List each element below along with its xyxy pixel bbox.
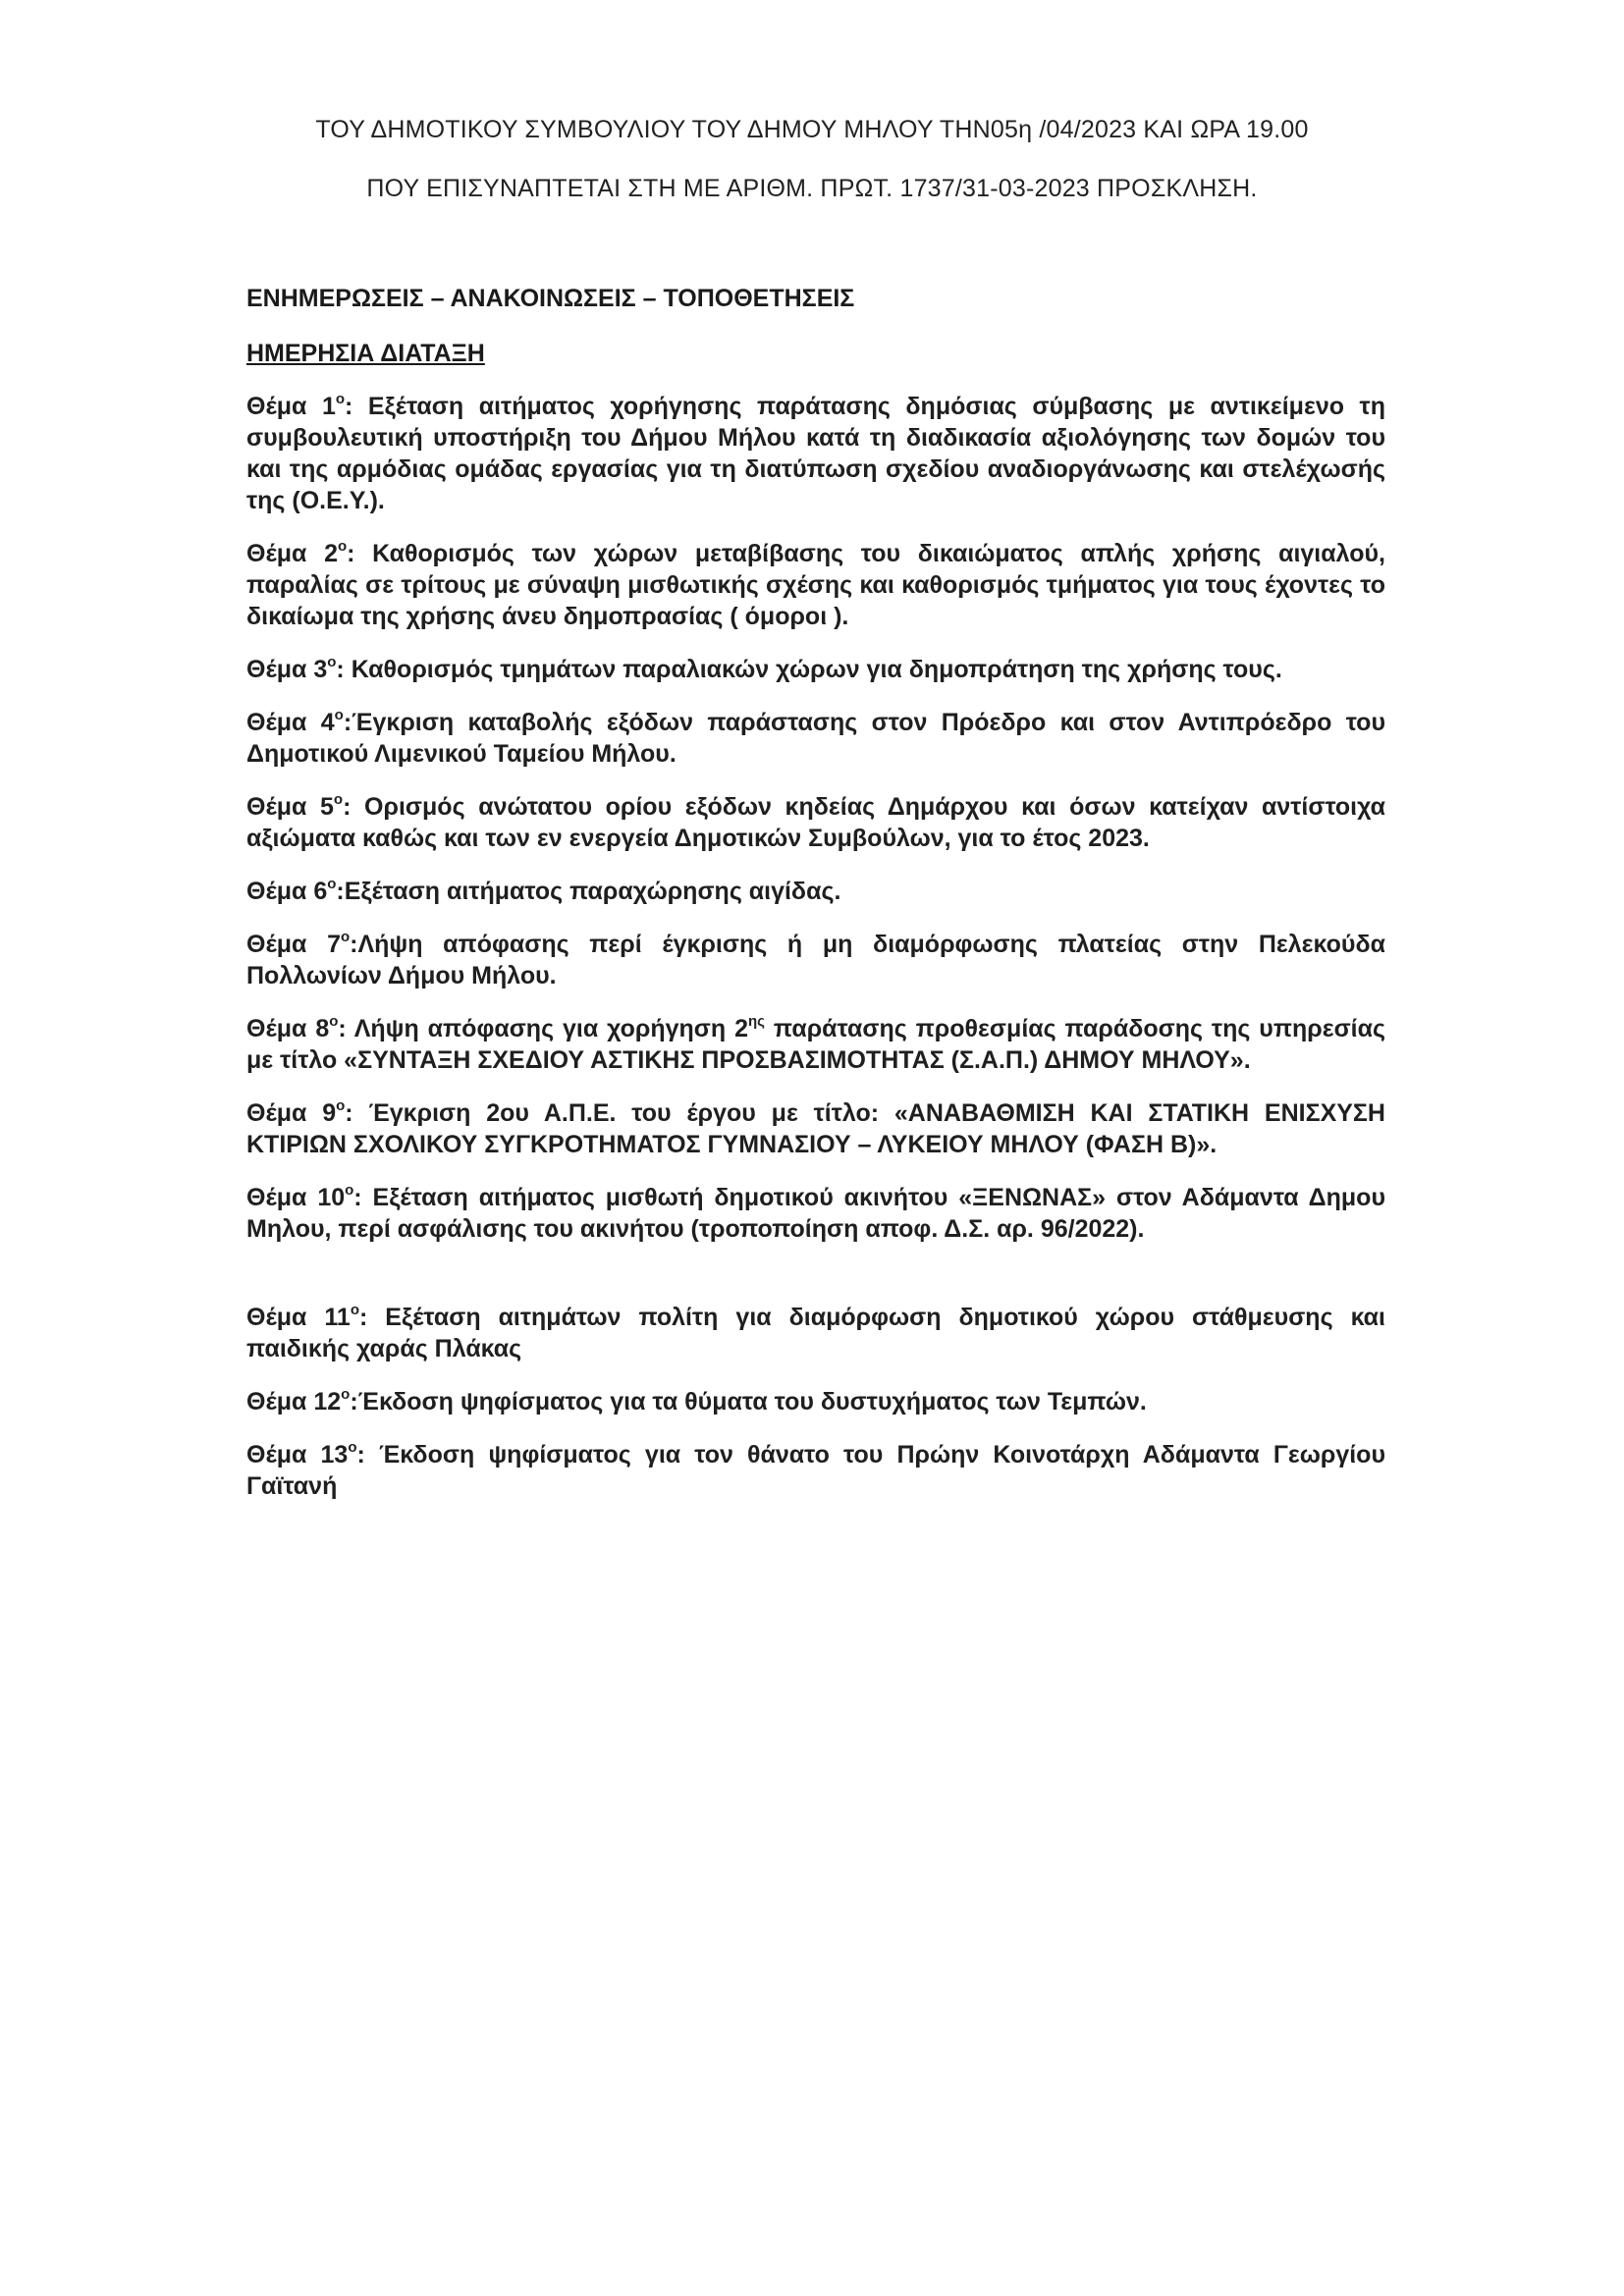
agenda-item-8: Θέμα $8^o$: Λήψη απόφασης για χορήγηση $2^{\eta\varsigma}$ παράτασης προθεσμίας παράδοσης της υπηρεσίας με τίτλο «ΣΥΝΤΑΞΗ ΣΧΕΔΙΟΥ ΑΣΤΙΚΗΣ ΠΡΟΣΒΑΣΙΜΟΤΗΤΑΣ (Σ.Α.Π.) ΔΗΜΟΥ ΜΗΛΟΥ».	[246, 1012, 1385, 1074]
header-line-2: ΠΟΥ ΕΠΙΣΥΝΑΠΤΕΤΑΙ ΣΤΗ ΜΕ ΑΡΙΘΜ. ΠΡΩΤ. 1737/31-03-2023 ΠΡΟΣΚΛΗΣΗ.	[366, 175, 1258, 202]
header-line-1: ΤΟΥ ΔΗΜΟΤΙΚΟΥ ΣΥΜΒΟΥΛΙΟΥ ΤΟΥ ΔΗΜΟΥ ΜΗΛΟΥ ΤΗΝ05η /04/2023 ΚΑΙ ΩΡΑ 19.00	[315, 116, 1309, 143]
agenda-item-11: Θέμα $11^o$: Εξέταση αιτημάτων πολίτη για διαμόρφωση δημοτικού χώρου στάθμευσης και παιδικής χαράς Πλάκας	[246, 1301, 1385, 1362]
agenda-item-9: Θέμα $9^o$: Έγκριση 2ου Α.Π.Ε. του έργου με τίτλο: «ΑΝΑΒΑΘΜΙΣΗ ΚΑΙ ΣΤΑΤΙΚΗ ΕΝΙΣΧΥΣΗ ΚΤΙΡΙΩΝ ΣΧΟΛΙΚΟΥ ΣΥΓΚΡΟΤΗΜΑΤΟΣ ΓΥΜΝΑΣΙΟΥ – ΛΥΚΕΙΟΥ ΜΗΛΟΥ (ΦΑΣΗ Β)».	[246, 1096, 1385, 1158]
agenda-title: ΗΜΕΡΗΣΙΑ ΔΙΑΤΑΞΗ	[246, 340, 485, 367]
agenda-item-7: Θέμα $7^o:\Lambda ή\psi\eta$ απόφασης περί έγκρισης ή μη διαμόρφωσης πλατείας στην Πελεκούδα Πολλωνίων Δήμου Μήλου.	[246, 928, 1386, 989]
agenda-item-3: Θέμα $3^o$: Καθορισμός τμημάτων παραλιακών χώρων για δημοπράτηση της χρήσης τους.	[246, 653, 1282, 683]
agenda-item-5: Θέμα $5^o$: Ορισμός ανώτατου ορίου εξόδων κηδείας Δημάρχου και όσων κατείχαν αντίστοιχα αξιώματα καθώς και των εν ενεργεία Δημοτικών Συμβούλων, για το έτος 2023.	[246, 790, 1385, 852]
agenda-item-1: Θέμα $1^o$: Εξέταση αιτήματος χορήγησης παράτασης δημόσιας σύμβασης με αντικείμενο τη συμβουλευτική υποστήριξη του Δήμου Μήλου κατά τη διαδικασία αξιολόγησης των δομών του και της αρμόδιας ομάδας εργασίας για τη διατύπωση σχεδίου αναδιοργάνωσης και στελέχωσής της (Ο.Ε.Υ.).	[246, 390, 1385, 514]
agenda-item-6: Θέμα $6^o:E\xi έ\tau\alpha\sigma\eta$ αιτήματος παραχώρησης αιγίδας.	[246, 875, 841, 905]
document-body	[246, 283, 1385, 1523]
agenda-item-12: Θέμα $12^o:Έ\kappa\delta o\sigma\eta$ ψηφίσματος για τα θύματα του δυστυχήματος των Τεμπών.	[246, 1385, 1147, 1415]
agenda-item-2: Θέμα $2^o$: Καθορισμός των χώρων μεταβίβασης του δικαιώματος απλής χρήσης αιγιαλού, παραλίας σε τρίτους με σύναψη μισθωτικής σχέσης και καθορισμός τμήματος για τους έχοντες το δικαίωμα της χρήσης άνευ δημοπρασίας ( όμοροι ).	[246, 537, 1385, 630]
section-title: ΕΝΗΜΕΡΩΣΕΙΣ – ΑΝΑΚΟΙΝΩΣΕΙΣ – ΤΟΠΟΘΕΤΗΣΕΙΣ	[246, 285, 855, 312]
agenda-items	[246, 391, 1385, 1502]
agenda-item-13: Θέμα $13^o$: Έκδοση ψηφίσματος για τον θάνατο του Πρώην Κοινοτάρχη Αδάμαντα Γεωργίου Γαϊτανή	[246, 1438, 1385, 1500]
agenda-item-4: Θέμα $4^o:Έ\gamma\kappa\rho\iota\sigma\eta$ καταβολής εξόδων παράστασης στον Πρόεδρο και στον Αντιπρόεδρο του Δημοτικού Λιμενικού Ταμείου Μήλου.	[246, 706, 1385, 768]
agenda-item-10: Θέμα $10^o$: Εξέταση αιτήματος μισθωτή δημοτικού ακινήτου «ΞΕΝΩΝΑΣ» στον Αδάμαντα Δημου Μηλου, περί ασφάλισης του ακινήτου (τροποποίηση αποφ. Δ.Σ. αρ. 96/2022).	[246, 1181, 1386, 1243]
